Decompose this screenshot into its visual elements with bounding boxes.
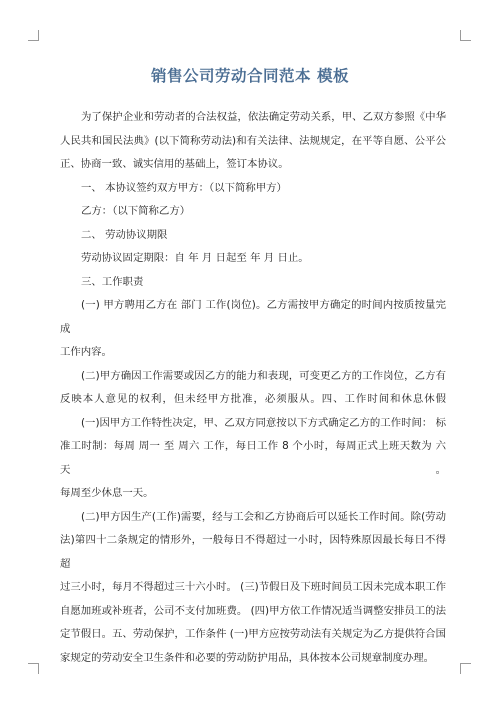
paragraph-line: 为了保护企业和劳动者的合法权益，依法确定劳动关系，甲、乙双方参照《中华 [81, 111, 446, 123]
paragraph-line: (一) 甲方聘用乙方在 部门 工作(岗位)。乙方需按甲方确定的时间内按质按量完成 [60, 299, 446, 335]
section-heading: 三、工作职责 [81, 275, 144, 288]
paragraph-line: 反映本人意见的权利，但未经甲方批准，必须服从。四、工作时间和休息休假 [60, 393, 446, 405]
paragraph-line: 过三小时，每月不得超过三十六小时。 (三)节假日及下班时间员工因未完成本职工作 [60, 581, 446, 593]
paragraph-line: (一)因甲方工作特性决定，甲、乙双方同意按以下方式确定乙方的工作时间： 标 [81, 416, 446, 429]
paragraph-line: 劳动协议固定期限：自 年 月 日起至 年 月 日止。 [81, 252, 309, 264]
paragraph-line: (二)甲方因生产(工作)需要，经与工会和乙方协商后可以延长工作时间。除(劳动 [81, 510, 446, 523]
section-heading: 二、 劳动协议期限 [81, 228, 168, 241]
paragraph-line: 人民共和国民法典》(以下简称劳动法)和有关法律、法规规定，在平等自愿、公平公 [60, 134, 446, 147]
paragraph-line: 自愿加班或补班者，公司不支付加班费。 (四)甲方依工作情况适当调整安排员工的法 [60, 604, 446, 617]
paragraph-line: 家规定的劳动安全卫生条件和必要的劳动防护用品，具体按本公司规章制度办理。 [60, 651, 435, 664]
paragraph-line: 正、协商一致、诚实信用的基础上，签订本协议。 [60, 158, 289, 170]
crop-mark-bottom-left [28, 663, 39, 674]
paragraph-line: 乙方：（以下简称乙方） [81, 205, 191, 217]
section-heading: 一、 本协议签约双方甲方：（以下简称甲方） [81, 181, 287, 194]
paragraph-line: 准工时制：每周 周一 至 周六 工作，每日工作 8 个小时，每周正式上班天数为 六 天。 [60, 440, 446, 476]
paragraph-line: 每周至少休息一天。 [60, 487, 154, 499]
document-title: 销售公司劳动合同范本 模板 [151, 67, 349, 85]
document-body [60, 106, 446, 670]
paragraph-line: 法)第四十二条规定的情形外，一般每日不得超过一小时，因特殊原因最长每日不得超 [60, 534, 446, 570]
crop-mark-bottom-right [460, 663, 471, 674]
paragraph-line: (二)甲方确因工作需要或因乙方的能力和表现，可变更乙方的工作岗位，乙方有 [81, 369, 446, 382]
paragraph-line: 工作内容。 [60, 346, 112, 358]
crop-mark-top-right [460, 30, 471, 41]
paragraph-line: 定节假日。五、劳动保护，工作条件 (一)甲方应按劳动法有关规定为乙方提供符合国 [60, 628, 446, 640]
crop-mark-top-left [28, 30, 39, 41]
